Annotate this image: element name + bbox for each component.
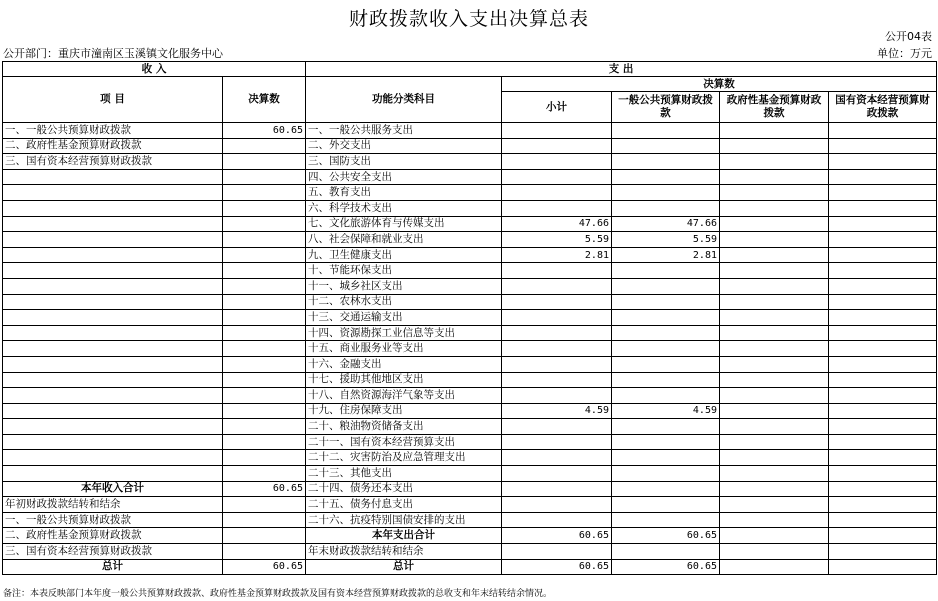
table-row bbox=[3, 263, 937, 279]
left-item-cell: 年初财政拨款结转和结余 bbox=[3, 497, 223, 513]
subtotal-cell bbox=[502, 372, 612, 388]
state-capital-cell bbox=[829, 434, 937, 450]
subtotal-cell: 47.66 bbox=[502, 216, 612, 232]
table-row bbox=[3, 528, 937, 544]
general-budget-cell: 47.66 bbox=[612, 216, 720, 232]
func-class-cell: 二十五、债务付息支出 bbox=[306, 497, 502, 513]
left-value-cell bbox=[223, 216, 306, 232]
subtotal-cell bbox=[502, 138, 612, 154]
subtotal-cell bbox=[502, 310, 612, 326]
left-item-cell bbox=[3, 341, 223, 357]
left-item-cell: 总计 bbox=[3, 559, 223, 575]
gov-fund-cell bbox=[720, 200, 829, 216]
state-capital-cell bbox=[829, 559, 937, 575]
general-budget-cell bbox=[612, 512, 720, 528]
left-item-cell bbox=[3, 388, 223, 404]
left-item-cell: 一、一般公共预算财政拨款 bbox=[3, 512, 223, 528]
left-value-cell bbox=[223, 512, 306, 528]
gov-fund-cell bbox=[720, 341, 829, 357]
state-capital-cell bbox=[829, 138, 937, 154]
general-budget-cell bbox=[612, 356, 720, 372]
gov-fund-cell bbox=[720, 325, 829, 341]
gov-fund-cell bbox=[720, 419, 829, 435]
state-capital-cell bbox=[829, 419, 937, 435]
gov-fund-cell bbox=[720, 450, 829, 466]
table-row bbox=[3, 294, 937, 310]
subtotal-header: 小计 bbox=[502, 92, 612, 123]
subtotal-cell bbox=[502, 185, 612, 201]
left-value-cell bbox=[223, 294, 306, 310]
left-item-cell bbox=[3, 185, 223, 201]
func-class-cell: 二、外交支出 bbox=[306, 138, 502, 154]
state-capital-cell bbox=[829, 294, 937, 310]
func-class-cell: 三、国防支出 bbox=[306, 154, 502, 170]
left-value-cell bbox=[223, 403, 306, 419]
general-budget-cell bbox=[612, 185, 720, 201]
gov-fund-cell bbox=[720, 372, 829, 388]
general-budget-cell: 60.65 bbox=[612, 528, 720, 544]
general-budget-header: 一般公共预算财政拨款 bbox=[612, 92, 720, 123]
general-budget-cell: 4.59 bbox=[612, 403, 720, 419]
table-row bbox=[3, 356, 937, 372]
left-value-cell bbox=[223, 544, 306, 560]
general-budget-cell bbox=[612, 278, 720, 294]
func-class-cell: 九、卫生健康支出 bbox=[306, 247, 502, 263]
general-budget-cell bbox=[612, 123, 720, 139]
gov-fund-cell bbox=[720, 169, 829, 185]
left-value-cell bbox=[223, 419, 306, 435]
func-class-cell: 十八、自然资源海洋气象等支出 bbox=[306, 388, 502, 404]
subtotal-cell: 60.65 bbox=[502, 528, 612, 544]
func-class-cell: 二十、粮油物资储备支出 bbox=[306, 419, 502, 435]
left-item-cell bbox=[3, 450, 223, 466]
state-capital-header: 国有资本经营预算财政拨款 bbox=[829, 92, 937, 123]
state-capital-cell bbox=[829, 497, 937, 513]
table-row bbox=[3, 123, 937, 139]
left-item-cell: 三、国有资本经营预算财政拨款 bbox=[3, 154, 223, 170]
gov-fund-cell bbox=[720, 232, 829, 248]
general-budget-cell bbox=[612, 154, 720, 170]
table-row bbox=[3, 372, 937, 388]
left-value-cell bbox=[223, 388, 306, 404]
general-budget-cell bbox=[612, 388, 720, 404]
left-item-cell bbox=[3, 403, 223, 419]
table-row bbox=[3, 310, 937, 326]
state-capital-cell bbox=[829, 123, 937, 139]
table-row bbox=[3, 559, 937, 575]
general-budget-cell bbox=[612, 310, 720, 326]
left-value-cell: 60.65 bbox=[223, 559, 306, 575]
general-budget-cell bbox=[612, 325, 720, 341]
table-row bbox=[3, 466, 937, 482]
subtotal-cell: 2.81 bbox=[502, 247, 612, 263]
left-value-cell bbox=[223, 200, 306, 216]
func-class-cell: 十三、交通运输支出 bbox=[306, 310, 502, 326]
state-capital-cell bbox=[829, 325, 937, 341]
subtotal-cell bbox=[502, 450, 612, 466]
func-class-cell: 七、文化旅游体育与传媒支出 bbox=[306, 216, 502, 232]
table-row bbox=[3, 200, 937, 216]
table-row bbox=[3, 497, 937, 513]
func-class-cell: 总计 bbox=[306, 559, 502, 575]
table-row bbox=[3, 388, 937, 404]
left-item-cell bbox=[3, 325, 223, 341]
left-item-cell bbox=[3, 310, 223, 326]
subtotal-cell bbox=[502, 200, 612, 216]
state-capital-cell bbox=[829, 185, 937, 201]
left-value-cell bbox=[223, 372, 306, 388]
state-capital-cell bbox=[829, 154, 937, 170]
func-class-cell: 四、公共安全支出 bbox=[306, 169, 502, 185]
left-value-cell bbox=[223, 356, 306, 372]
func-class-cell: 十七、援助其他地区支出 bbox=[306, 372, 502, 388]
left-value-cell bbox=[223, 263, 306, 279]
left-value-cell bbox=[223, 232, 306, 248]
gov-fund-cell bbox=[720, 123, 829, 139]
general-budget-cell: 2.81 bbox=[612, 247, 720, 263]
func-class-cell: 十二、农林水支出 bbox=[306, 294, 502, 310]
gov-fund-cell bbox=[720, 263, 829, 279]
state-capital-cell bbox=[829, 356, 937, 372]
func-class-cell: 二十四、债务还本支出 bbox=[306, 481, 502, 497]
gov-fund-cell bbox=[720, 154, 829, 170]
state-capital-cell bbox=[829, 372, 937, 388]
subtotal-cell bbox=[502, 419, 612, 435]
subtotal-cell bbox=[502, 481, 612, 497]
func-class-cell: 二十三、其他支出 bbox=[306, 466, 502, 482]
left-value-cell bbox=[223, 169, 306, 185]
table-row bbox=[3, 512, 937, 528]
left-item-cell: 一、一般公共预算财政拨款 bbox=[3, 123, 223, 139]
left-item-cell bbox=[3, 419, 223, 435]
subtotal-cell bbox=[502, 497, 612, 513]
table-row bbox=[3, 247, 937, 263]
left-item-cell: 本年收入合计 bbox=[3, 481, 223, 497]
general-budget-cell bbox=[612, 200, 720, 216]
func-class-cell: 二十二、灾害防治及应急管理支出 bbox=[306, 450, 502, 466]
func-class-cell: 二十一、国有资本经营预算支出 bbox=[306, 434, 502, 450]
subtotal-cell bbox=[502, 356, 612, 372]
expense-header: 支 出 bbox=[306, 62, 937, 77]
func-class-cell: 十、节能环保支出 bbox=[306, 263, 502, 279]
gov-fund-cell bbox=[720, 528, 829, 544]
func-class-cell: 年末财政拨款结转和结余 bbox=[306, 544, 502, 560]
left-value-cell bbox=[223, 185, 306, 201]
table-row bbox=[3, 216, 937, 232]
subtotal-cell bbox=[502, 263, 612, 279]
table-row bbox=[3, 278, 937, 294]
state-capital-cell bbox=[829, 466, 937, 482]
footnote: 备注：本表反映部门本年度一般公共预算财政拨款、政府性基金预算财政拨款及国有资本经营预算财政拨款的总收支和年末结转结余情况。 bbox=[3, 589, 553, 599]
left-item-cell: 二、政府性基金预算财政拨款 bbox=[3, 138, 223, 154]
subtotal-cell bbox=[502, 278, 612, 294]
state-capital-cell bbox=[829, 388, 937, 404]
state-capital-cell bbox=[829, 450, 937, 466]
state-capital-cell bbox=[829, 200, 937, 216]
subtotal-cell bbox=[502, 325, 612, 341]
left-item-cell bbox=[3, 263, 223, 279]
gov-fund-cell bbox=[720, 138, 829, 154]
form-number: 公开04表 bbox=[885, 30, 932, 43]
income-header: 收 入 bbox=[3, 62, 306, 77]
general-budget-cell bbox=[612, 544, 720, 560]
subtotal-cell bbox=[502, 434, 612, 450]
func-class-cell: 本年支出合计 bbox=[306, 528, 502, 544]
gov-fund-cell bbox=[720, 294, 829, 310]
func-class-cell: 六、科学技术支出 bbox=[306, 200, 502, 216]
subtotal-cell bbox=[502, 123, 612, 139]
state-capital-cell bbox=[829, 216, 937, 232]
gov-fund-cell bbox=[720, 388, 829, 404]
general-budget-cell bbox=[612, 294, 720, 310]
subtotal-cell: 4.59 bbox=[502, 403, 612, 419]
table-row bbox=[3, 450, 937, 466]
general-budget-cell bbox=[612, 169, 720, 185]
func-class-cell: 一、一般公共服务支出 bbox=[306, 123, 502, 139]
final-group-header: 决算数 bbox=[502, 77, 937, 92]
func-class-cell: 八、社会保障和就业支出 bbox=[306, 232, 502, 248]
gov-fund-cell bbox=[720, 434, 829, 450]
gov-fund-cell bbox=[720, 310, 829, 326]
table-row bbox=[3, 185, 937, 201]
table-row bbox=[3, 403, 937, 419]
state-capital-cell bbox=[829, 310, 937, 326]
gov-fund-cell bbox=[720, 481, 829, 497]
left-value-cell bbox=[223, 138, 306, 154]
left-item-cell bbox=[3, 466, 223, 482]
subtotal-cell: 5.59 bbox=[502, 232, 612, 248]
subtotal-cell bbox=[502, 388, 612, 404]
subtotal-cell bbox=[502, 294, 612, 310]
left-value-cell bbox=[223, 325, 306, 341]
budget-table bbox=[2, 61, 937, 575]
gov-fund-cell bbox=[720, 185, 829, 201]
item-header: 项 目 bbox=[3, 77, 223, 123]
table-row bbox=[3, 138, 937, 154]
left-value-cell bbox=[223, 497, 306, 513]
left-value-cell bbox=[223, 278, 306, 294]
general-budget-cell bbox=[612, 263, 720, 279]
table-row bbox=[3, 481, 937, 497]
state-capital-cell bbox=[829, 232, 937, 248]
subtotal-cell bbox=[502, 466, 612, 482]
func-class-cell: 二十六、抗疫特别国债安排的支出 bbox=[306, 512, 502, 528]
left-item-cell: 三、国有资本经营预算财政拨款 bbox=[3, 544, 223, 560]
subtotal-cell bbox=[502, 169, 612, 185]
general-budget-cell: 60.65 bbox=[612, 559, 720, 575]
general-budget-cell: 5.59 bbox=[612, 232, 720, 248]
func-class-cell: 十九、住房保障支出 bbox=[306, 403, 502, 419]
general-budget-cell bbox=[612, 138, 720, 154]
table-row bbox=[3, 544, 937, 560]
state-capital-cell bbox=[829, 341, 937, 357]
left-item-cell: 二、政府性基金预算财政拨款 bbox=[3, 528, 223, 544]
state-capital-cell bbox=[829, 481, 937, 497]
left-value-cell: 60.65 bbox=[223, 123, 306, 139]
subtotal-cell bbox=[502, 341, 612, 357]
table-row bbox=[3, 325, 937, 341]
table-row bbox=[3, 169, 937, 185]
func-class-cell: 十六、金融支出 bbox=[306, 356, 502, 372]
left-item-cell bbox=[3, 372, 223, 388]
func-class-cell: 五、教育支出 bbox=[306, 185, 502, 201]
general-budget-cell bbox=[612, 481, 720, 497]
left-value-cell bbox=[223, 450, 306, 466]
general-budget-cell bbox=[612, 372, 720, 388]
state-capital-cell bbox=[829, 528, 937, 544]
left-item-cell bbox=[3, 434, 223, 450]
left-item-cell bbox=[3, 356, 223, 372]
general-budget-cell bbox=[612, 466, 720, 482]
func-class-cell: 十一、城乡社区支出 bbox=[306, 278, 502, 294]
gov-fund-cell bbox=[720, 403, 829, 419]
unit-label: 单位：万元 bbox=[877, 47, 932, 60]
subtotal-cell bbox=[502, 512, 612, 528]
left-item-cell bbox=[3, 247, 223, 263]
state-capital-cell bbox=[829, 278, 937, 294]
func-class-header: 功能分类科目 bbox=[306, 77, 502, 123]
subtotal-cell: 60.65 bbox=[502, 559, 612, 575]
gov-fund-cell bbox=[720, 512, 829, 528]
gov-fund-cell bbox=[720, 497, 829, 513]
gov-fund-cell bbox=[720, 278, 829, 294]
table-row bbox=[3, 232, 937, 248]
gov-fund-cell bbox=[720, 356, 829, 372]
general-budget-cell bbox=[612, 434, 720, 450]
general-budget-cell bbox=[612, 450, 720, 466]
state-capital-cell bbox=[829, 169, 937, 185]
gov-fund-cell bbox=[720, 559, 829, 575]
state-capital-cell bbox=[829, 512, 937, 528]
table-row bbox=[3, 419, 937, 435]
state-capital-cell bbox=[829, 544, 937, 560]
left-item-cell bbox=[3, 294, 223, 310]
func-class-cell: 十四、资源勘探工业信息等支出 bbox=[306, 325, 502, 341]
table-row bbox=[3, 341, 937, 357]
left-item-cell bbox=[3, 278, 223, 294]
func-class-cell: 十五、商业服务业等支出 bbox=[306, 341, 502, 357]
state-capital-cell bbox=[829, 247, 937, 263]
gov-fund-cell bbox=[720, 544, 829, 560]
gov-fund-cell bbox=[720, 247, 829, 263]
general-budget-cell bbox=[612, 341, 720, 357]
left-item-cell bbox=[3, 200, 223, 216]
left-value-cell bbox=[223, 528, 306, 544]
left-value-cell bbox=[223, 341, 306, 357]
left-value-cell: 60.65 bbox=[223, 481, 306, 497]
table-row bbox=[3, 434, 937, 450]
page-title: 财政拨款收入支出决算总表 bbox=[348, 8, 589, 30]
gov-fund-cell bbox=[720, 466, 829, 482]
subtotal-cell bbox=[502, 544, 612, 560]
left-value-cell bbox=[223, 247, 306, 263]
left-item-cell bbox=[3, 169, 223, 185]
left-item-cell bbox=[3, 232, 223, 248]
left-value-cell bbox=[223, 310, 306, 326]
left-value-cell bbox=[223, 154, 306, 170]
subtotal-cell bbox=[502, 154, 612, 170]
state-capital-cell bbox=[829, 263, 937, 279]
left-value-cell bbox=[223, 466, 306, 482]
left-value-cell bbox=[223, 434, 306, 450]
table-row bbox=[3, 154, 937, 170]
department-label: 公开部门：重庆市潼南区玉溪镇文化服务中心 bbox=[3, 47, 223, 60]
gov-fund-header: 政府性基金预算财政拨款 bbox=[720, 92, 829, 123]
left-item-cell bbox=[3, 216, 223, 232]
general-budget-cell bbox=[612, 497, 720, 513]
final-amount-header: 决算数 bbox=[223, 77, 306, 123]
gov-fund-cell bbox=[720, 216, 829, 232]
state-capital-cell bbox=[829, 403, 937, 419]
general-budget-cell bbox=[612, 419, 720, 435]
